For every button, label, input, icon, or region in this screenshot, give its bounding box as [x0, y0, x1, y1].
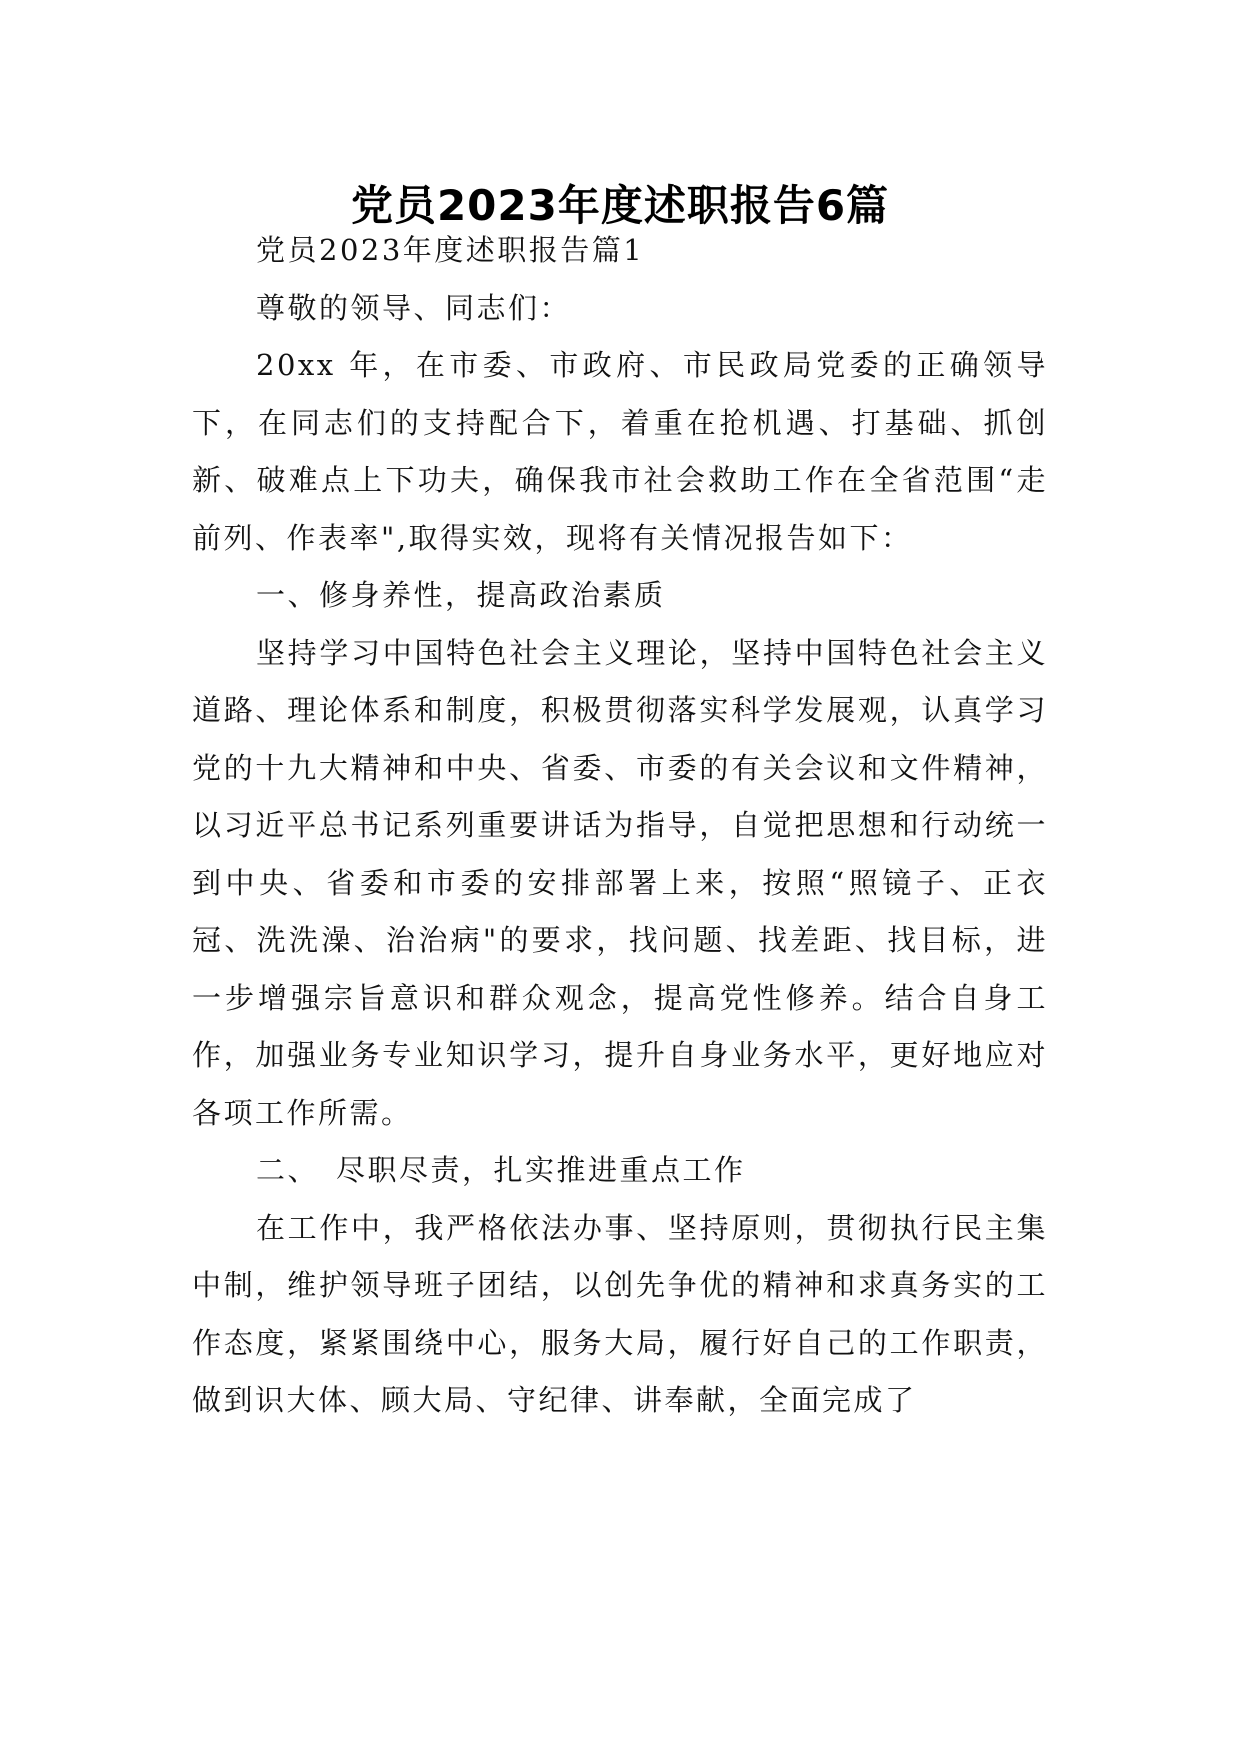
paragraph-body-1: 坚持学习中国特色社会主义理论，坚持中国特色社会主义道路、理论体系和制度，积极贯彻落实科学发展观，认真学习党的十九大精神和中央、省委、市委的有关会议和文件精神，以习近平总书记系列重要讲话为指导，自觉把思想和行动统一到中央、省委和市委的安排部署上来，按照“照镜子、正衣冠、洗洗澡、治治病"的要求，找问题、找差距、找目标，进一步增强宗旨意识和群众观念，提高党性修养。结合自身工作，加强业务专业知识学习，提升自身业务水平，更好地应对各项工作所需。 [192, 635, 1048, 1130]
document-title: 党员2023年度述职报告6篇 [350, 181, 890, 231]
paragraph-body-2: 在工作中，我严格依法办事、坚持原则，贯彻执行民主集中制，维护领导班子团结，以创先争优的精神和求真务实的工作态度，紧紧围绕中心，服务大局，履行好自己的工作职责，做到识大体、顾大局、守纪律、讲奉献，全面完成了 [192, 1210, 1048, 1417]
paragraph-heading-2: 二、 尽职尽责，扎实推进重点工作 [256, 1153, 746, 1187]
document-body [192, 222, 1048, 1430]
paragraph-salutation: 尊敬的领导、同志们： [256, 290, 572, 325]
paragraph-intro: 20xx 年，在市委、市政府、市民政局党委的正确领导下，在同志们的支持配合下，着重在抢机遇、打基础、抓创新、破难点上下功夫，确保我市社会救助工作在全省范围“走前列、作表率",取得实效，现将有关情况报告如下： [192, 348, 1048, 555]
paragraph-section-heading: 党员2023年度述职报告篇1 [256, 233, 645, 267]
paragraph-heading-1: 一、修身养性，提高政治素质 [256, 578, 666, 612]
